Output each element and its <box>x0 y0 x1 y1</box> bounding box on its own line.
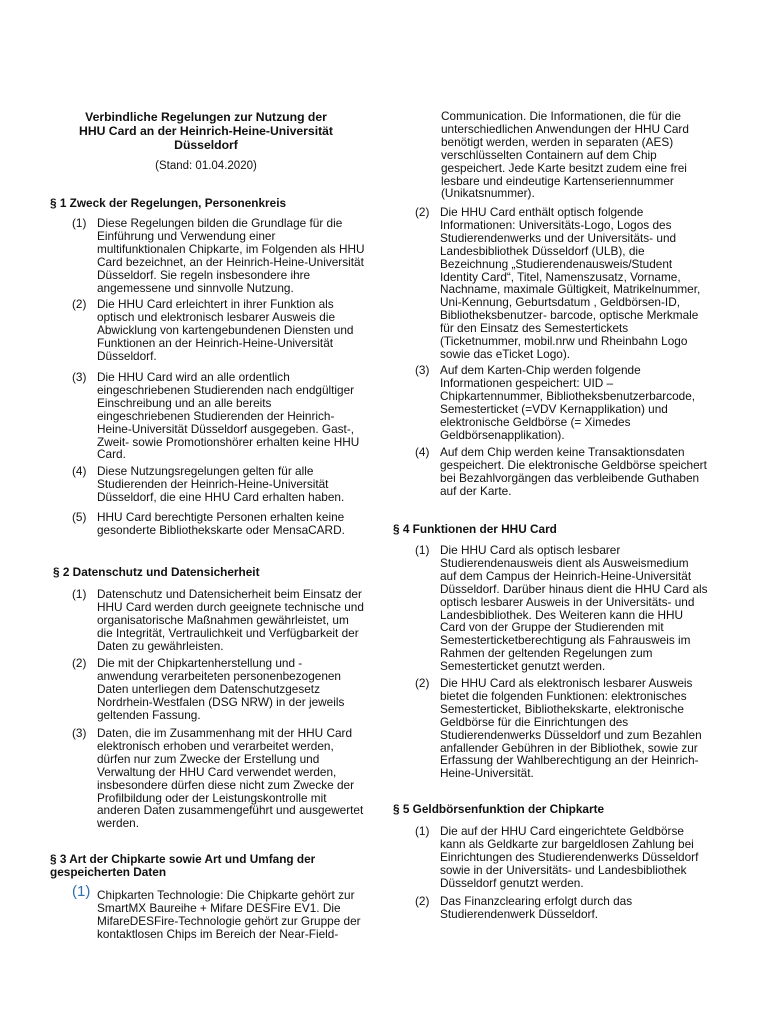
section-1-heading: § 1 Zweck der Regelungen, Personenkreis <box>50 196 287 210</box>
document-date: (Stand: 01.04.2020) <box>155 160 257 172</box>
section-4-item-1: (1) Die HHU Card als optisch lesbarer Studierendenausweis dient als Ausweismedium auf dem Campus der Heinrich-Heine-Universität Düsseldorf. Darüber hinaus dient die HHU Card als optisch lesbarer Ausweis in der Universitäts- und Landesbibliothek. Des Weiteren kann die HHU Card von der Gruppe der Studierenden mit Semesterticketberechtigung als Fahrausweis im Rahmen der geltenden Regelungen zum Semesterticket genutzt werden. <box>415 543 708 674</box>
section-4-heading: § 4 Funktionen der HHU Card <box>393 522 557 536</box>
section-2-item-1: (1) Datenschutz und Datensicherheit beim Einsatz der HHU Card werden durch geeignete technische und organisatorische Maßnahmen gewährleistet, um die Integrität, Vertraulichkeit und Verfügbarkeit der Daten zu gewährleisten. <box>72 587 364 653</box>
section-3-heading: § 3 Art der Chipkarte sowie Art und Umfang der gespeicherten Daten <box>50 852 316 879</box>
section-2-item-3: (3) Daten, die im Zusammenhang mit der HHU Card elektronisch erhoben und verarbeitet werden, dürfen nur zum Zwecke der Erstellung und Verwaltung der HHU Card verwendet werden, insbesondere dürfen diese nicht zum Zwecke der Profilbildung oder der Leistungskontrolle mit anderen Daten zusammengeführt und ausgewertet werden. <box>72 726 364 831</box>
section-3-item-3: (3) Auf dem Karten-Chip werden folgende Informationen gespeichert: UID – Chipkartennummer, Bibliotheksbenutzerbarcode, Semesterticket (=VDV Kernapplikation) und elektronische Geldbörse (= Ximedes Geldbörsenapplikation). <box>415 363 696 442</box>
section-1-item-3: (3) Die HHU Card wird an alle ordentlich eingeschriebenen Studierenden nach endgültiger Einschreibung und an alle bereits eingeschriebenen Studierenden der Heinrich- Heine-Universität Düsseldorf ausgegeben. Gast-, Zweit- sowie Promotionshörer erhalten keine HHU Card. <box>72 370 360 462</box>
section-5-item-2: (2) Das Finanzclearing erfolgt durch das Studierendenwerk Düsseldorf. <box>415 894 633 921</box>
section-3-item-4: (4) Auf dem Chip werden keine Transaktionsdaten gespeichert. Die elektronische Geldbörse speichert bei Bezahlvorgängen das verbleibende Guthaben auf der Karte. <box>415 445 707 498</box>
section-2-item-2: (2) Die mit der Chipkartenherstellung und - anwendung verarbeiteten personenbezogenen Daten unterliegen dem Datenschutzgesetz Nordrhein-Westfalen (DSG NRW) in der jeweils geltenden Fassung. <box>72 656 345 722</box>
section-4-item-2: (2) Die HHU Card als elektronisch lesbarer Ausweis bietet die folgenden Funktionen: elektronisches Semesterticket, Bibliothekskarte, elektronische Geldbörse für die Einrichtungen des Studierendenwerks Düsseldorf und zum Bezahlen anfallender Gebühren in der Bibliothek, sowie zur Erfassung der Wahlberechtigung an der Heinrich- Heine-Universität. <box>415 676 702 781</box>
section-1-item-5: (5) HHU Card berechtigte Personen erhalten keine gesonderte Bibliothekskarte oder MensaCARD. <box>72 510 345 537</box>
section-2-heading: § 2 Datenschutz und Datensicherheit <box>53 565 260 579</box>
section-1-item-2: (2) Die HHU Card erleichtert in ihrer Funktion als optisch und elektronisch lesbarer Ausweis die Abwicklung von kartengebundenen Diensten und Funktionen an der Heinrich-Heine-Universität Düsseldorf. <box>72 297 354 363</box>
section-3-item-1-continued: Communication. Die Informationen, die für die unterschiedlichen Anwendungen der HHU Card benötigt werden, werden in separaten (AES) verschlüsselten Containern auf dem Chip gespeichert. Jede Karte besitzt zudem eine frei lesbare und eindeutige Kartenseriennummer (Unikatsnummer). <box>441 109 689 201</box>
section-3-item-1: (1) Chipkarten Technologie: Die Chipkarte gehört zur SmartMX Baureihe + Mifare DESFire EV1. Die MifareDESFire-Technologie gehört zur Gruppe der kontaktlosen Chips im Bereich der Near-Field- <box>72 883 361 941</box>
section-3-item-2: (2) Die HHU Card enthält optisch folgende Informationen: Universitäts-Logo, Logos des Studierendenwerks und der Universitäts- und Landesbibliothek Düsseldorf (ULB), die Bezeichnung „Studierendenausweis/Student Identity Card“, Titel, Namenszusatz, Vorname, Nachname, maximale Gültigkeit, Matrikelnummer, Uni-Kennung, Geburtsdatum , Geldbörsen-ID, Bibliotheksbenutzer- barcode, optische Merkmale für den Einsatz des Semestertickets (Ticketnummer, mobil.nrw und Rheinbahn Logo sowie das eTicket Logo). <box>415 205 701 361</box>
section-5-item-1: (1) Die auf der HHU Card eingerichtete Geldbörse kann als Geldkarte zur bargeldlosen Zahlung bei Einrichtungen des Studierendenwerks Düsseldorf sowie in der Universitäts- und Landesbibliothek Düsseldorf genutzt werden. <box>415 824 699 890</box>
section-1-item-4: (4) Diese Nutzungsregelungen gelten für alle Studierenden der Heinrich-Heine-Universität Düsseldorf, die eine HHU Card erhalten haben. <box>72 464 345 504</box>
section-1-item-1: (1) Diese Regelungen bilden die Grundlage für die Einführung und Verwendung einer multifunktionalen Chipkarte, im Folgenden als HHU Card bezeichnet, an der Heinrich-Heine-Universität Düsseldorf. Sie regeln insbesondere ihre angemessene und sinnvolle Nutzung. <box>72 216 365 295</box>
document-title: Verbindliche Regelungen zur Nutzung der HHU Card an der Heinrich-Heine-Universität Düsseldorf <box>79 110 333 152</box>
section-5-heading: § 5 Geldbörsenfunktion der Chipkarte <box>393 802 605 816</box>
